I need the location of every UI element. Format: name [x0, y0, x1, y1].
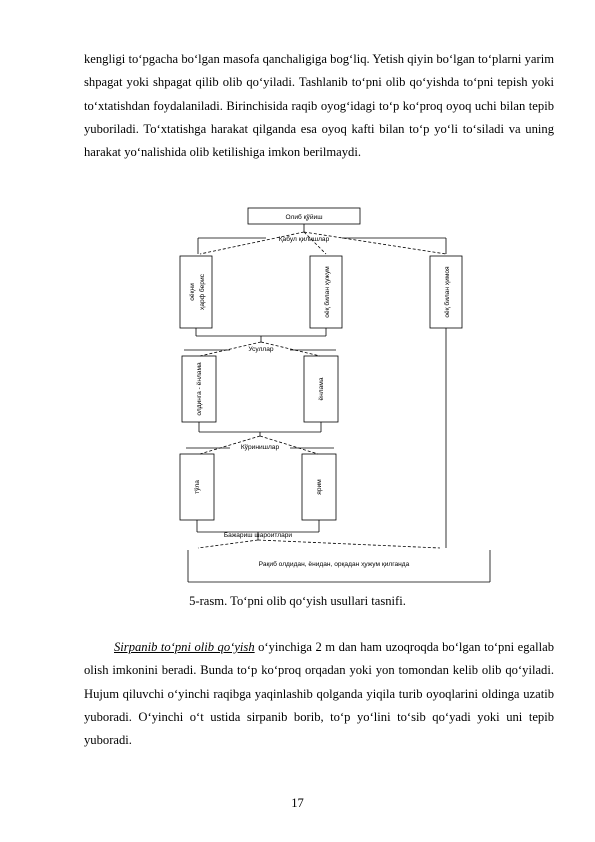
- paragraph-bottom-text: o‘yinchiga 2 m dan ham uzoqroqda bo‘lgan to‘pni egallab olish imkonini beradi. Bunda to‘p ko‘proq orqadan yoki yon tomondan kelib olib qo‘yiladi. Hujum qiluvchi o‘yinchi raqibga yaqinlashib qolganda yiqila turib oyoqlarini oldinga uzatib yuboradi. O‘yinchi o‘t ustida sirpanib borib, to‘p yo‘lini to‘sib qo‘yadi yoki uni tepib yuboradi.: [84, 640, 555, 748]
- diagram-bottom-text: Рақиб олдидан, ёнидан, орқадан ҳужум қилганда: [258, 561, 410, 568]
- figure-caption: 5-rasm. To‘pni olib qo‘yish usullari tasnifi.: [189, 594, 406, 608]
- diagram-level2-label: Усуллар: [248, 346, 274, 353]
- classification-diagram: [170, 198, 492, 586]
- diagram-box-level1-left: [180, 256, 212, 328]
- diagram-level3-left-text: тўла: [194, 480, 201, 494]
- diagram-level3-mid-text: ярим: [316, 479, 323, 495]
- term-link[interactable]: Sirpanib to‘pni olib qo‘yish: [114, 640, 255, 654]
- page-number: 17: [291, 796, 304, 810]
- diagram-level1-left-text2: [198, 273, 206, 310]
- diagram-level1-left-line2: ҳарф берис: [199, 274, 206, 310]
- diagram-level1-label: Қабул қилишлар: [278, 236, 330, 243]
- diagram-level2-left-text: олдинга - ёнлама: [196, 362, 203, 416]
- diagram-level1-left-line1: оёқни: [189, 283, 196, 301]
- diagram-level4-label: Бажариш шароитлари: [223, 532, 293, 539]
- diagram-top-label: Олиб қўйиш: [285, 214, 323, 221]
- diagram-level1-mid-text: оёқ билан ҳужум: [324, 266, 331, 318]
- paragraph-top: kengligi to‘pgacha bo‘lgan masofa qanchaligiga bog‘liq. Yetish qiyin bo‘lgan to‘plarni yarim shpagat yoki shpagat qilib olib qo‘yiladi. Tashlanib to‘pni olib qo‘yishda to‘pni tepish yoki to‘xtatishdan foydalaniladi. Birinchisida raqib oyog‘idagi to‘p ko‘proq oyoq uchi bilan tepib yuboriladi. To‘xtatishga harakat qilganda esa oyoq kafti bilan to‘p yo‘li to‘siladi va uning harakat yo‘nalishida olib ketilishiga imkon berilmaydi.: [84, 52, 554, 160]
- diagram-level3-label: Кўринишлар: [240, 444, 280, 451]
- diagram-level1-left-text: [189, 283, 196, 301]
- paragraph-bottom: [84, 636, 554, 752]
- diagram-level1-right-text: оёқ билан ҳимоя: [444, 266, 451, 318]
- diagram-level2-mid-text: ёнлама: [318, 377, 325, 401]
